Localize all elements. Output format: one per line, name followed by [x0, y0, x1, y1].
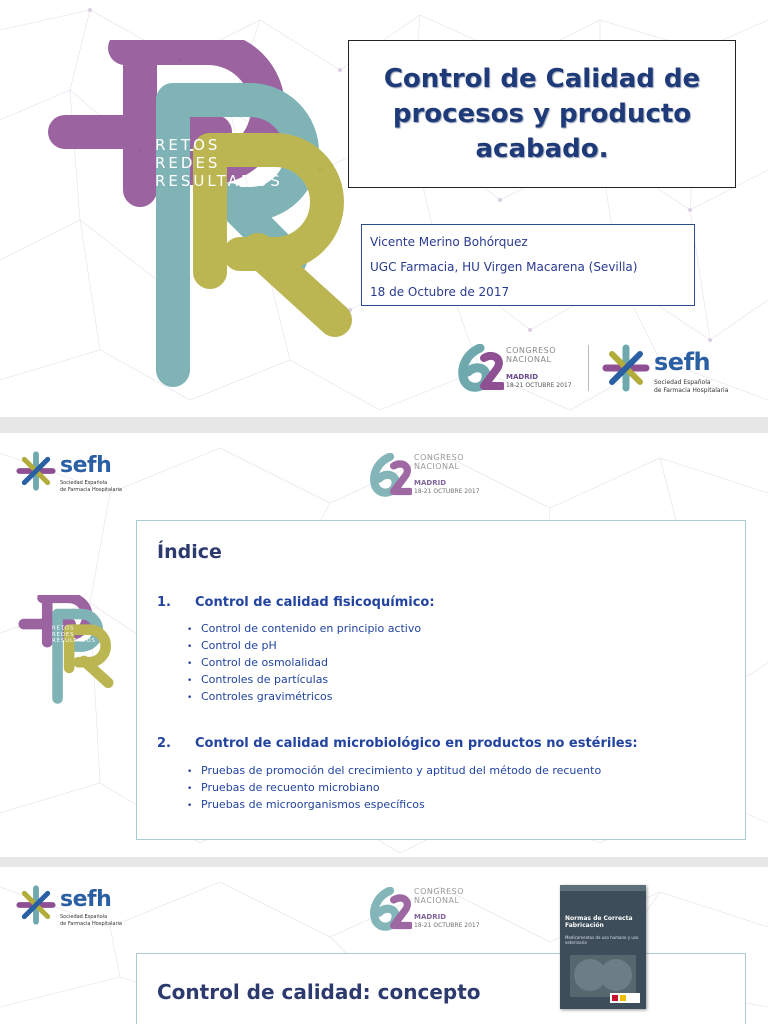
list-item: • Controles de partículas	[187, 673, 329, 686]
sefh-subtitle-2: de Farmacia Hospitalaria	[60, 921, 122, 927]
congress-label-2: NACIONAL	[414, 462, 460, 471]
list-item-text: Pruebas de recuento microbiano	[201, 781, 380, 794]
list-item-text: Pruebas de microorganismos específicos	[201, 798, 425, 811]
slide-1	[0, 0, 768, 417]
sefh-cross-icon	[16, 451, 56, 491]
congress-logo	[456, 340, 586, 392]
title-box	[348, 40, 736, 188]
sefh-logo	[16, 449, 136, 497]
presentation-title	[372, 62, 712, 167]
list-item-text: Controles gravimétricos	[201, 690, 333, 703]
congress-label-1: CONGRESO	[414, 453, 465, 462]
sefh-cross-icon	[602, 344, 650, 392]
sefh-wordmark: sefh	[60, 887, 112, 912]
sefh-subtitle-1: Sociedad Española	[60, 914, 108, 920]
author-info-box	[361, 224, 695, 306]
brand-word-2: REDES	[51, 631, 75, 638]
congress-city: MADRID	[414, 913, 446, 921]
list-item: • Pruebas de recuento microbiano	[187, 781, 380, 794]
author-name: Vicente Merino Bohórquez	[370, 235, 528, 249]
index-title: Índice	[157, 541, 222, 563]
congress-dates: 18-21 OCTUBRE 2017	[414, 488, 480, 495]
sefh-cross-icon	[16, 885, 56, 925]
gmp-book-cover-image	[560, 885, 646, 1009]
brand-word-3: RESULTADOS	[51, 638, 96, 645]
section-2-number: 2.	[157, 736, 171, 751]
congress-city: MADRID	[414, 479, 446, 487]
section-2-label: Control de calidad microbiológico en productos no estériles:	[195, 736, 638, 751]
presentation-date: 18 de Octubre de 2017	[370, 285, 510, 299]
brand-word-3: RESULTADOS	[155, 172, 283, 190]
list-item: • Control de pH	[187, 639, 277, 652]
slide-3	[0, 867, 768, 1024]
list-item-text: Control de contenido en principio activo	[201, 622, 422, 635]
congress-label-2: NACIONAL	[414, 896, 460, 905]
brand-word-2: REDES	[155, 154, 221, 172]
author-affiliation: UGC Farmacia, HU Virgen Macarena (Sevilla)	[370, 260, 638, 274]
congress-logo	[368, 451, 488, 501]
title-line-2: procesos y producto	[392, 98, 692, 129]
sefh-subtitle-2: de Farmacia Hospitalaria	[654, 387, 729, 394]
congress-brand-logo	[40, 40, 360, 390]
sefh-subtitle-1: Sociedad Española	[60, 480, 108, 486]
list-item: • Control de osmolalidad	[187, 656, 329, 669]
brand-word-1: RETOS	[51, 625, 75, 632]
brand-word-1: RETOS	[155, 136, 221, 154]
sefh-subtitle-2: de Farmacia Hospitalaria	[60, 487, 122, 493]
title-line-1: Control de Calidad de	[383, 63, 701, 94]
congress-brand-logo-small	[16, 595, 116, 705]
list-item: • Control de contenido en principio activo	[187, 622, 422, 635]
list-item: • Pruebas de promoción del crecimiento y aptitud del método de recuento	[187, 764, 602, 777]
section-1-label: Control de calidad fisicoquímico:	[195, 595, 435, 610]
congress-label-1: CONGRESO	[506, 346, 557, 355]
congress-label-1: CONGRESO	[414, 887, 465, 896]
sefh-logo	[16, 883, 136, 931]
index-content-box	[136, 520, 746, 840]
section-2-heading	[157, 736, 638, 751]
congress-62-icon	[368, 887, 412, 931]
list-item-text: Pruebas de promoción del crecimiento y aptitud del método de recuento	[201, 764, 602, 777]
concept-content-box	[136, 953, 746, 1024]
sefh-wordmark: sefh	[654, 348, 711, 376]
section-1-list	[187, 621, 421, 706]
sefh-logo	[602, 342, 732, 394]
list-item: • Controles gravimétricos	[187, 690, 333, 703]
congress-62-icon	[368, 453, 412, 497]
list-item-text: Control de osmolalidad	[201, 656, 329, 669]
congress-city: MADRID	[506, 373, 538, 381]
section-1-number: 1.	[157, 595, 171, 610]
list-item-text: Controles de partículas	[201, 673, 329, 686]
title-line-3: acabado.	[475, 133, 609, 164]
sefh-subtitle-1: Sociedad Española	[654, 379, 711, 386]
list-item-text: Control de pH	[201, 639, 277, 652]
book-title: Normas de Correcta Fabricación	[565, 915, 633, 929]
congress-label-2: NACIONAL	[506, 355, 552, 364]
section-2-list	[187, 763, 601, 814]
book-cover-graphic	[560, 885, 646, 1009]
list-item: • Pruebas de microorganismos específicos	[187, 798, 425, 811]
logo-divider	[588, 345, 589, 391]
sefh-wordmark: sefh	[60, 453, 112, 478]
congress-dates: 18-21 OCTUBRE 2017	[506, 382, 572, 389]
concept-title: Control de calidad: concepto	[157, 980, 481, 1004]
congress-62-icon	[456, 344, 504, 392]
section-1-heading	[157, 595, 435, 610]
congress-dates: 18-21 OCTUBRE 2017	[414, 922, 480, 929]
book-subtitle: Medicamentos de uso humano y uso veterinario	[565, 935, 639, 945]
congress-logo	[368, 885, 488, 935]
slide-2	[0, 433, 768, 857]
